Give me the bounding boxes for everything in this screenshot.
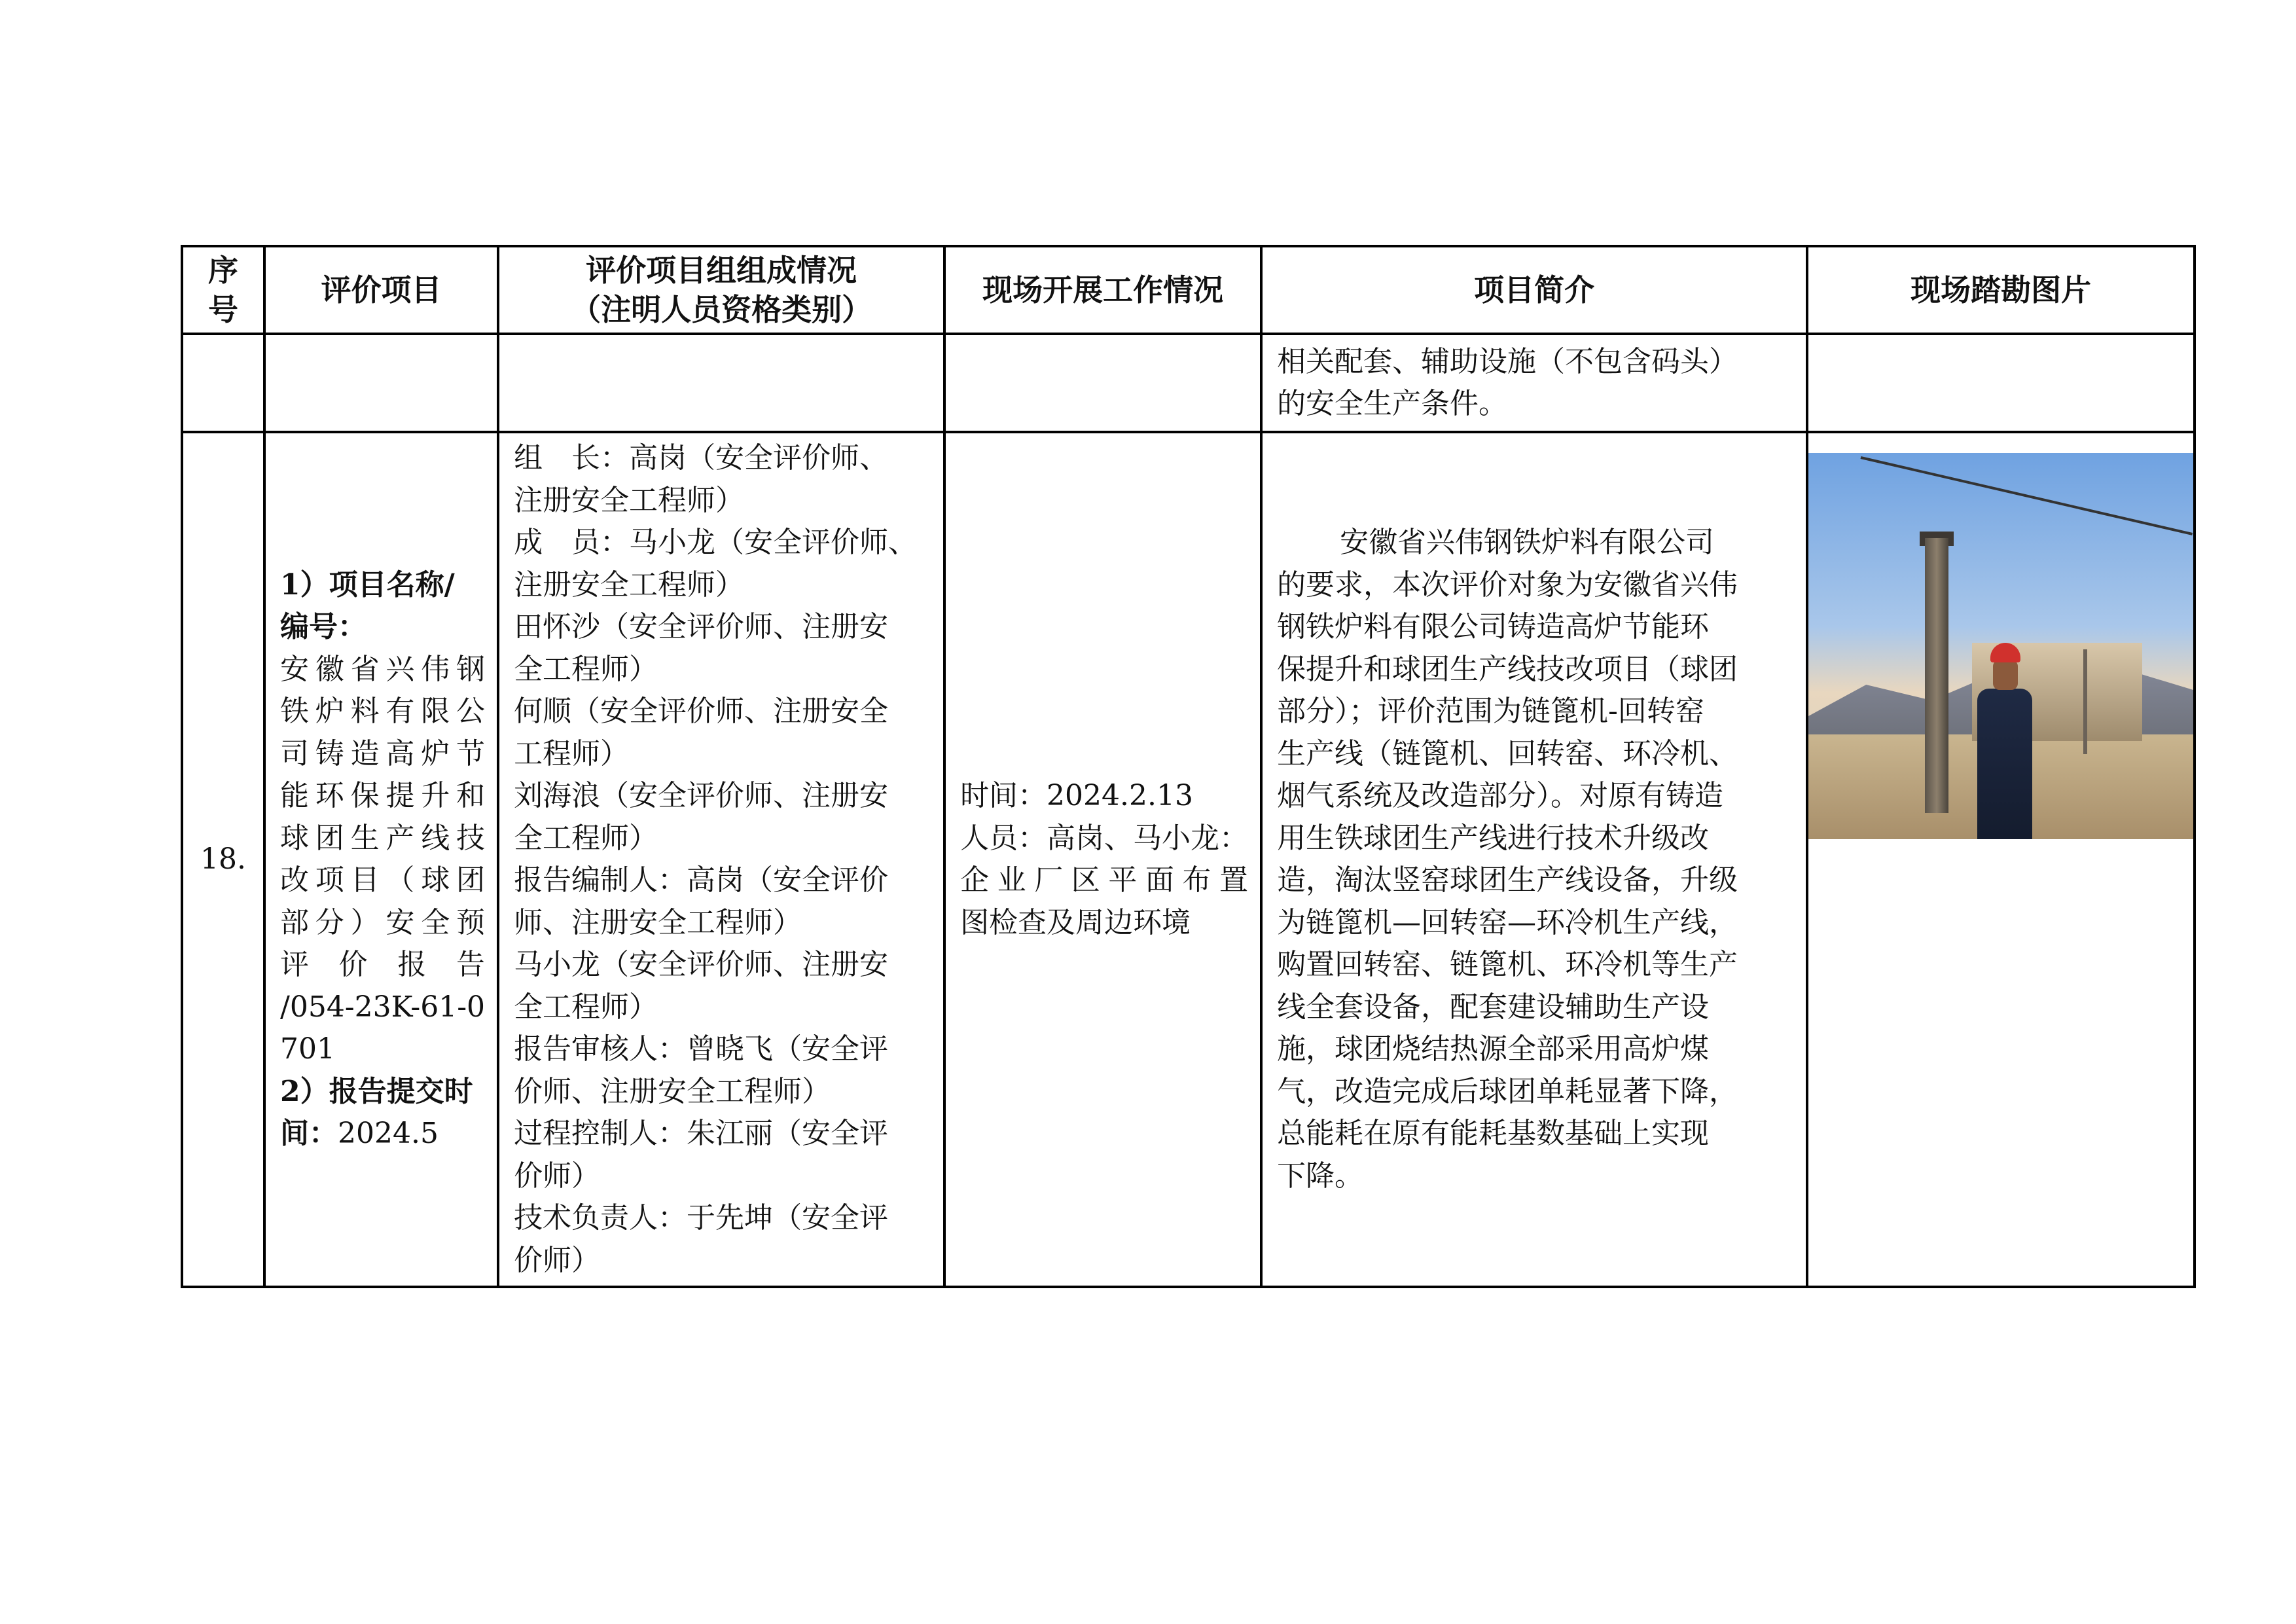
- header-intro: 项目简介: [1261, 246, 1807, 334]
- header-row: [182, 246, 2195, 334]
- header-project: 评价项目: [264, 246, 498, 334]
- header-seq: 序 号: [182, 246, 264, 334]
- continued-intro: 相关配套、辅助设施（不包含码头） 的安全生产条件。: [1261, 334, 1807, 432]
- header-work: 现场开展工作情况: [944, 246, 1261, 334]
- work-cell: 时间：2024.2.13 人员：高岗、马小龙： 企业厂区平面布置 图检查及周边环境: [944, 432, 1261, 1287]
- hard-hat-icon: [1990, 643, 2020, 662]
- site-photo: [1808, 453, 2193, 839]
- team-cell: 组 长：高岗（安全评价师、 注册安全工程师） 成 员：马小龙（安全评价师、 注册安全工程师） 田怀沙（安全评价师、注册安 全工程师） 何顺（安全评价师、注册安全 工程师） 刘海浪（安全评价师、注册安 全工程师） 报告编制人：高岗（安全评价 师、注册安全工程师） 马小龙（安全评价师、注册安 全工程师） 报告审核人：曾晓飞（安全评 价师、注册安全工程师） 过程控制人：朱江丽（安全评 价师） 技术负责人：于先坤（安全评 价师）: [498, 432, 944, 1287]
- project-cell: 1）项目名称/ 编号： 安徽省兴伟钢 铁炉料有限公 司铸造高炉节 能环保提升和 球团生产线技 改项目（球团 部分）安全预 评 价 报 告 /054-23K-61-0 701 2）报告提交时 间：2024.5: [264, 432, 498, 1287]
- chimney: [1925, 538, 1948, 813]
- continued-row: [182, 334, 2195, 432]
- submit-time: 间：2024.5: [280, 1117, 439, 1150]
- worker-figure: [1972, 643, 2037, 839]
- photo-cell: [1807, 432, 2195, 1287]
- header-team: 评价项目组组成情况 （注明人员资格类别）: [498, 246, 944, 334]
- table-row: [182, 432, 2195, 1287]
- header-photo: 现场踏勘图片: [1807, 246, 2195, 334]
- intro-cell: 安徽省兴伟钢铁炉料有限公司 的要求，本次评价对象为安徽省兴伟 钢铁炉料有限公司铸造高炉节能环 保提升和球团生产线技改项目（球团 部分）；评价范围为链篦机-回转窑 生产线（链篦机、回转窑、环冷机、 烟气系统及改造部分）。对原有铸造 用生铁球团生产线进行技术升级改 造，淘汰竖窑球团生产线设备，升级 为链篦机—回转窑—环冷机生产线， 购置回转窑、链篦机、环冷机等生产 线全套设备，配套建设辅助生产设 施，球团烧结热源全部采用高炉煤 气，改造完成后球团单耗显著下降， 总能耗在原有能耗基数基础上实现 下降。: [1261, 432, 1807, 1287]
- row-seq: 18.: [182, 432, 264, 1287]
- evaluation-table: [181, 245, 2196, 1288]
